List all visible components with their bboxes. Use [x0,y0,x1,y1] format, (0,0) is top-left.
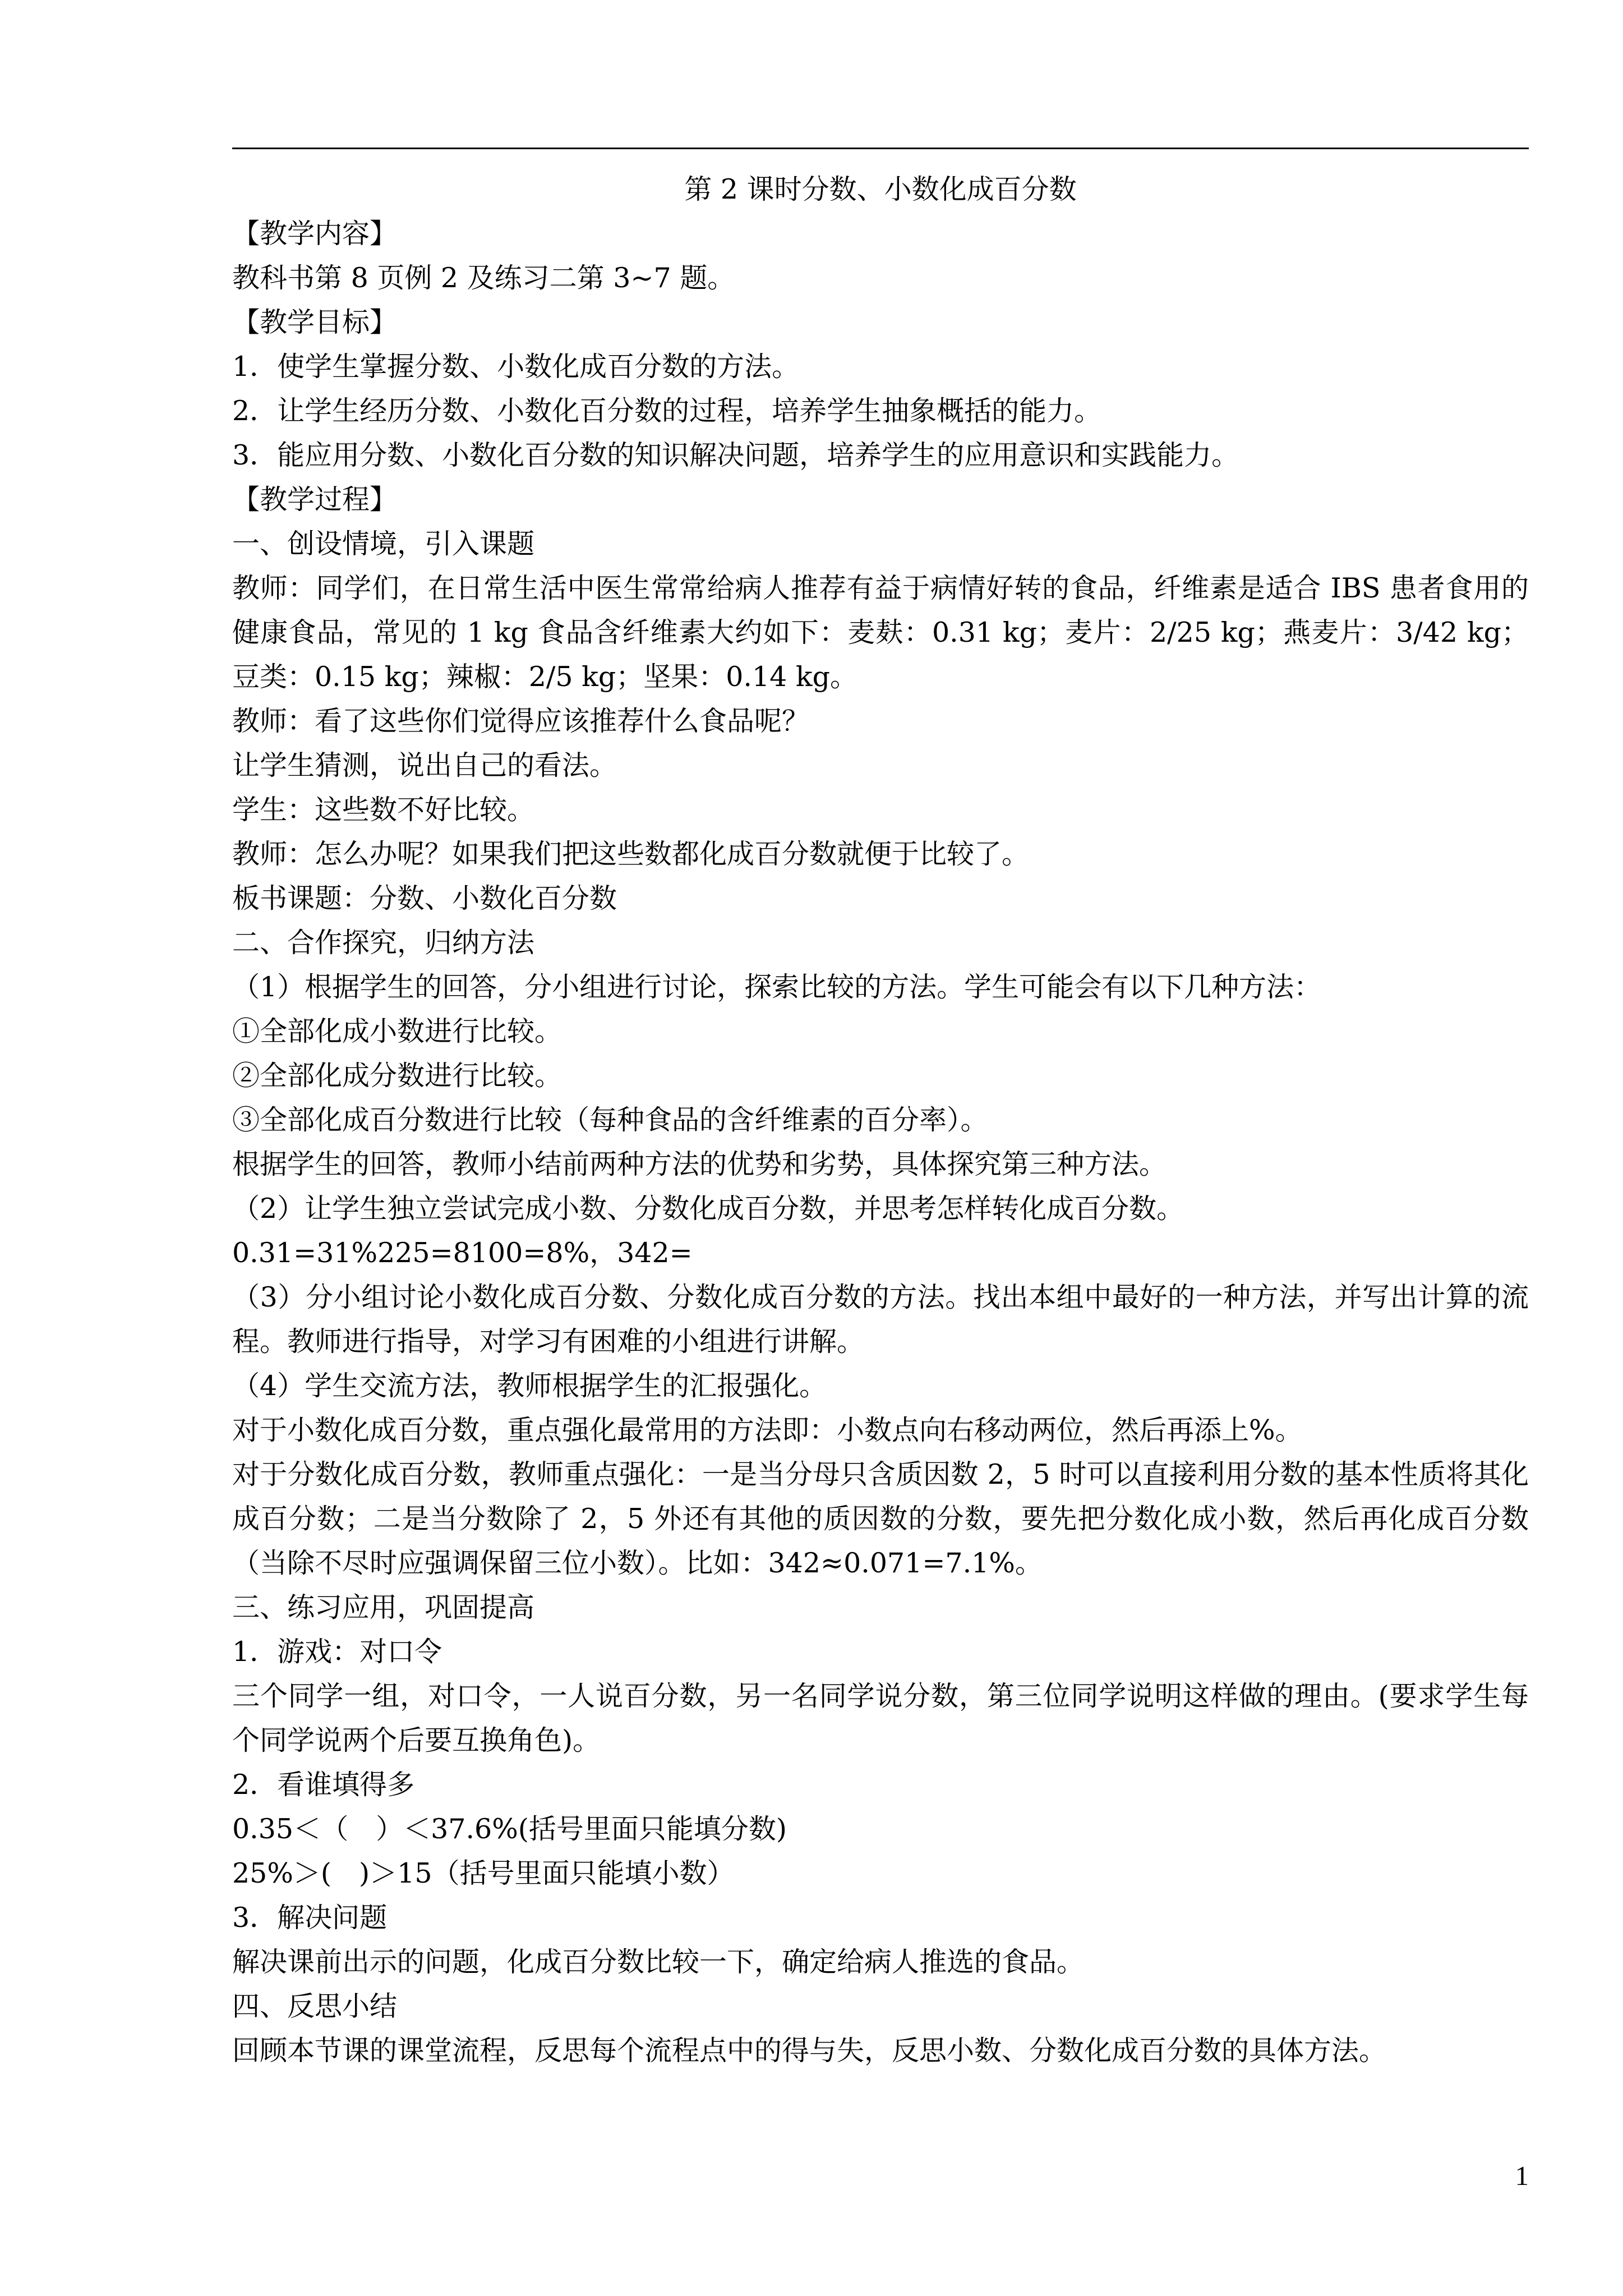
page-title: 第 2 课时分数、小数化成百分数 [684,173,1077,205]
body-line: （3）分小组讨论小数化成百分数、分数化成百分数的方法。找出本组中最好的一种方法，并写出计算的流程。教师进行指导，对学习有困难的小组进行讲解。 [232,1281,1529,1358]
body-line: 四、反思小结 [232,1990,398,2022]
body-line: 根据学生的回答，教师小结前两种方法的优势和劣势，具体探究第三种方法。 [232,1148,1167,1180]
body-line: 【教学过程】 [232,484,398,516]
body-line: （4）学生交流方法，教师根据学生的汇报强化。 [232,1370,827,1402]
header-rule [232,148,1529,149]
body-line: 教师：同学们，在日常生活中医生常常给病人推荐有益于病情好转的食品，纤维素是适合 IBS 患者食用的健康食品，常见的 1 kg 食品含纤维素大约如下：麦麸：0.31 kg；麦片：2/25 kg；燕麦片：3/42 kg；豆类：0.15 kg；辣椒：2/5 kg；坚果：0.14 kg。 [232,572,1529,693]
body-line: （2）让学生独立尝试完成小数、分数化成百分数，并思考怎样转化成百分数。 [232,1193,1184,1225]
body-lines [232,211,1529,2073]
body-line: ①全部化成小数进行比较。 [232,1015,562,1047]
body-line: 教师：看了这些你们觉得应该推荐什么食品呢？ [232,705,810,737]
body-line: 板书课题：分数、小数化百分数 [232,882,617,914]
body-line: 1．游戏：对口令 [232,1636,442,1668]
body-line: ②全部化成分数进行比较。 [232,1060,562,1092]
body-line: 对于分数化成百分数，教师重点强化：一是当分母只含质因数 2，5 时可以直接利用分数的基本性质将其化成百分数；二是当分数除了 2，5 外还有其他的质因数的分数，要先把分数化成小数，然后再化成百分数（当除不尽时应强调保留三位小数）。比如：342≈0.071=7.1%。 [232,1458,1529,1579]
body-line: ③全部化成百分数进行比较（每种食品的含纤维素的百分率）。 [232,1104,988,1136]
body-line: 解决课前出示的问题，化成百分数比较一下，确定给病人推选的食品。 [232,1946,1085,1978]
body-line: 三个同学一组，对口令，一人说百分数，另一名同学说分数，第三位同学说明这样做的理由。(要求学生每个同学说两个后要互换角色)。 [232,1680,1529,1756]
body-line: 25%＞( )＞15（括号里面只能填小数） [232,1857,735,1889]
page-number: 1 [1515,2160,1529,2191]
body-line: 回顾本节课的课堂流程，反思每个流程点中的得与失，反思小数、分数化成百分数的具体方法。 [232,2035,1387,2067]
body-line: 2．让学生经历分数、小数化百分数的过程，培养学生抽象概括的能力。 [232,395,1102,427]
body-line: 对于小数化成百分数，重点强化最常用的方法即：小数点向右移动两位，然后再添上%。 [232,1414,1303,1446]
body-line: 0.31=31%225=8100=8%，342= [232,1237,693,1269]
body-line: 0.35＜（ ）＜37.6%(括号里面只能填分数) [232,1813,787,1845]
body-line: 教科书第 8 页例 2 及练习二第 3~7 题。 [232,262,735,294]
body-line: 【教学目标】 [232,306,398,338]
body-line: 2．看谁填得多 [232,1769,415,1801]
body-line: 学生：这些数不好比较。 [232,794,535,826]
body-line: 让学生猜测，说出自己的看法。 [232,749,617,781]
body-line: 3．能应用分数、小数化百分数的知识解决问题，培养学生的应用意识和实践能力。 [232,439,1239,471]
body-line: 教师：怎么办呢？如果我们把这些数都化成百分数就便于比较了。 [232,838,1030,870]
document-body [232,167,1529,2073]
body-line: 三、练习应用，巩固提高 [232,1591,535,1623]
body-line: 【教学内容】 [232,218,398,250]
body-line: （1）根据学生的回答，分小组进行讨论，探索比较的方法。学生可能会有以下几种方法： [232,971,1322,1003]
body-line: 3．解决问题 [232,1902,388,1934]
body-line: 1．使学生掌握分数、小数化成百分数的方法。 [232,351,800,383]
body-line: 一、创设情境，引入课题 [232,528,535,560]
body-line: 二、合作探究，归纳方法 [232,927,535,959]
